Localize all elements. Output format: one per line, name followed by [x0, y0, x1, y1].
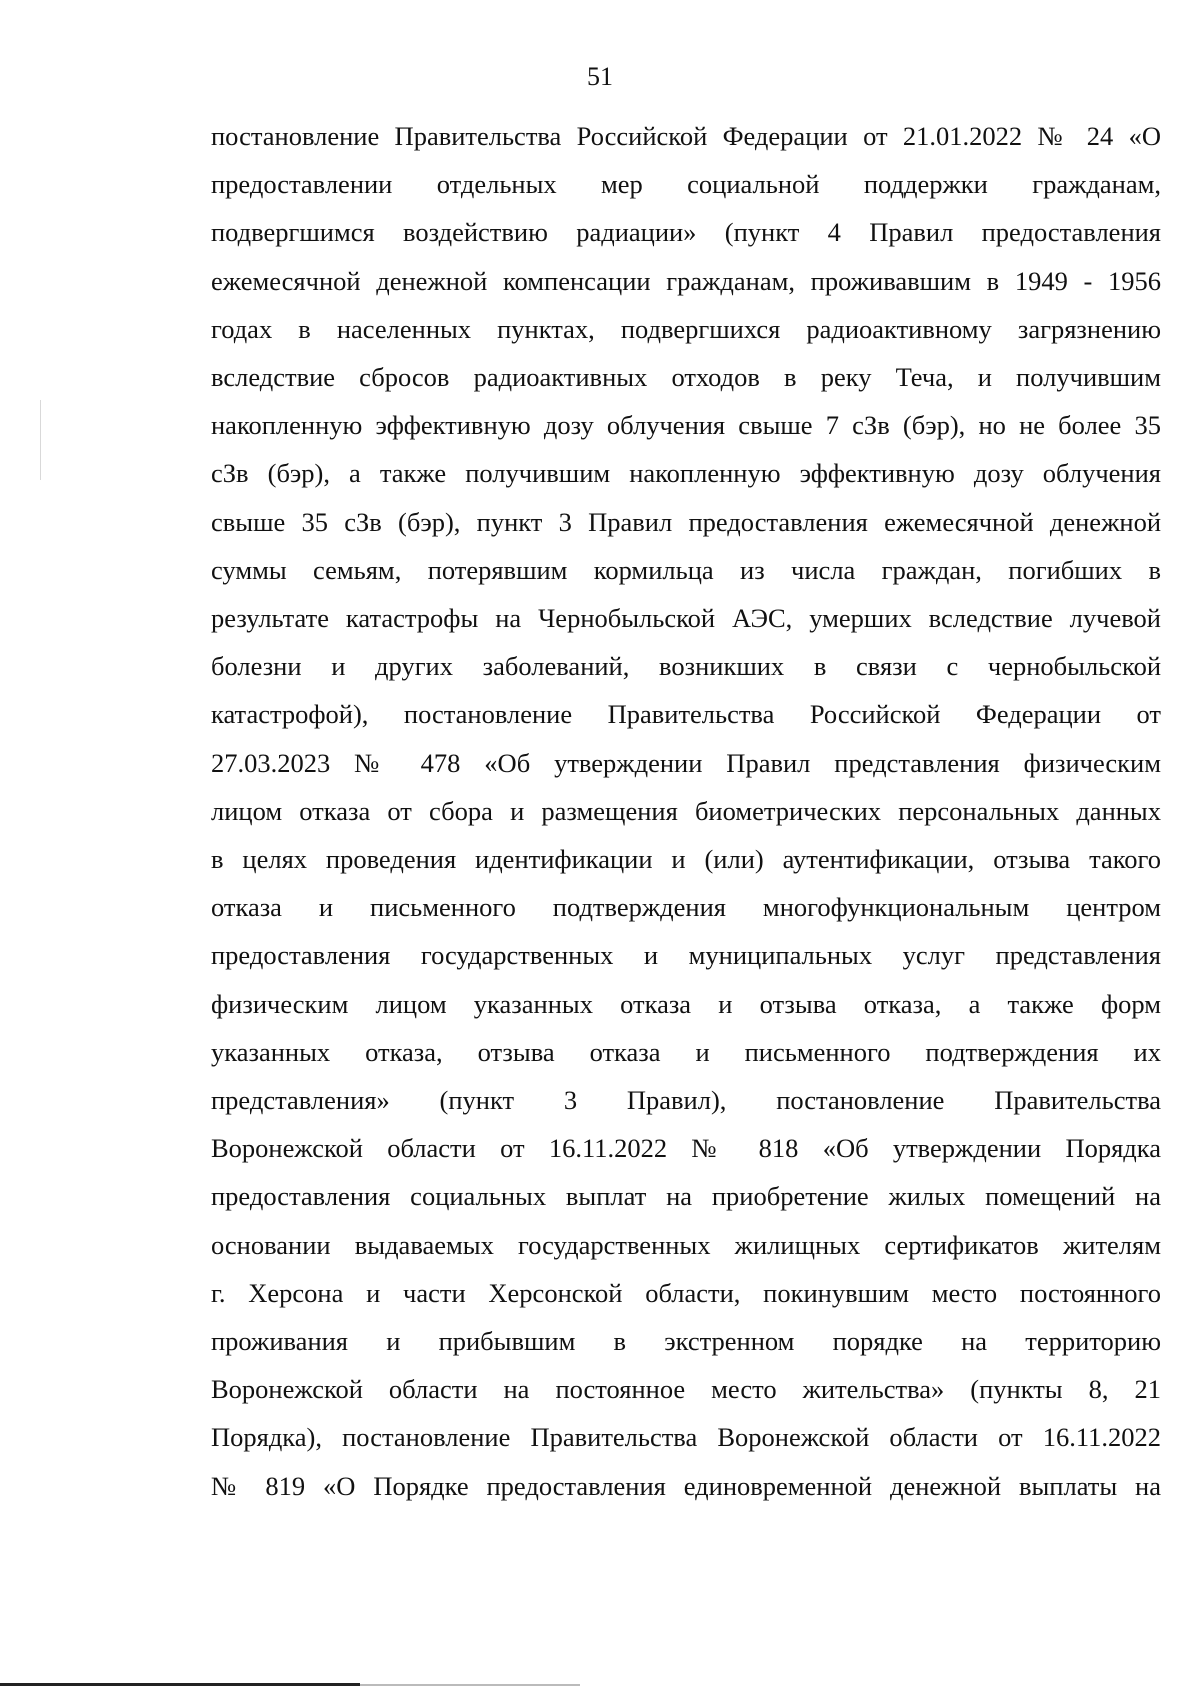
text-line: отказа и письменного подтверждения многофункциональным центром: [211, 892, 1161, 923]
text-line: Воронежской области от 16.11.2022 № 818 «Об утверждении Порядка: [211, 1133, 1161, 1164]
body-text: [211, 112, 1161, 1510]
text-line: представления» (пункт 3 Правил), постановление Правительства: [211, 1085, 1161, 1116]
text-line: предоставлении отдельных мер социальной поддержки гражданам,: [211, 169, 1161, 200]
text-line: накопленную эффективную дозу облучения свыше 7 сЗв (бэр), но не более 35: [211, 410, 1161, 441]
text-line: ежемесячной денежной компенсации гражданам, проживавшим в 1949 - 1956: [211, 265, 1161, 296]
text-line: проживания и прибывшим в экстренном порядке на территорию: [211, 1326, 1161, 1357]
text-line: результате катастрофы на Чернобыльской АЭС, умерших вследствие лучевой: [211, 603, 1161, 634]
text-line: суммы семьям, потерявшим кормильца из числа граждан, погибших в: [211, 554, 1161, 585]
text-line: постановление Правительства Российской Федерации от 21.01.2022 № 24 «О: [211, 121, 1161, 151]
text-line: 27.03.2023 № 478 «Об утверждении Правил представления физическим: [211, 747, 1161, 778]
text-line: предоставления государственных и муниципальных услуг представления: [211, 940, 1161, 971]
text-line: основании выдаваемых государственных жилищных сертификатов жителям: [211, 1229, 1161, 1260]
scan-bottom-rule: [0, 1683, 360, 1686]
text-line: годах в населенных пунктах, подвергшихся радиоактивному загрязнению: [211, 313, 1161, 344]
scan-margin-mark: [40, 400, 41, 480]
text-line: № 819 «О Порядке предоставления единовременной денежной выплаты на: [211, 1470, 1161, 1501]
text-line: предоставления социальных выплат на приобретение жилых помещений на: [211, 1181, 1161, 1212]
text-line: Порядка), постановление Правительства Воронежской области от 16.11.2022: [211, 1422, 1161, 1453]
text-line: г. Херсона и части Херсонской области, покинувшим место постоянного: [211, 1277, 1161, 1308]
text-line: свыше 35 сЗв (бэр), пункт 3 Правил предоставления ежемесячной денежной: [211, 506, 1161, 537]
page-number: 51: [587, 62, 613, 91]
text-line: физическим лицом указанных отказа и отзыва отказа, а также форм: [211, 988, 1161, 1019]
text-line: подвергшимся воздействию радиации» (пункт 4 Правил предоставления: [211, 217, 1161, 248]
text-line: болезни и других заболеваний, возникших в связи с чернобыльской: [211, 651, 1161, 682]
text-line: вследствие сбросов радиоактивных отходов в реку Теча, и получившим: [211, 362, 1161, 393]
text-line: в целях проведения идентификации и (или) аутентификации, отзыва такого: [211, 844, 1161, 875]
text-line: лицом отказа от сбора и размещения биометрических персональных данных: [211, 795, 1161, 826]
scan-bottom-rule-faint: [360, 1684, 580, 1686]
text-line: Воронежской области на постоянное место жительства» (пункты 8, 21: [211, 1374, 1161, 1405]
text-line: сЗв (бэр), а также получившим накопленную эффективную дозу облучения: [211, 458, 1161, 489]
text-line: указанных отказа, отзыва отказа и письменного подтверждения их: [211, 1036, 1161, 1067]
text-line: катастрофой), постановление Правительства Российской Федерации от: [211, 699, 1161, 730]
